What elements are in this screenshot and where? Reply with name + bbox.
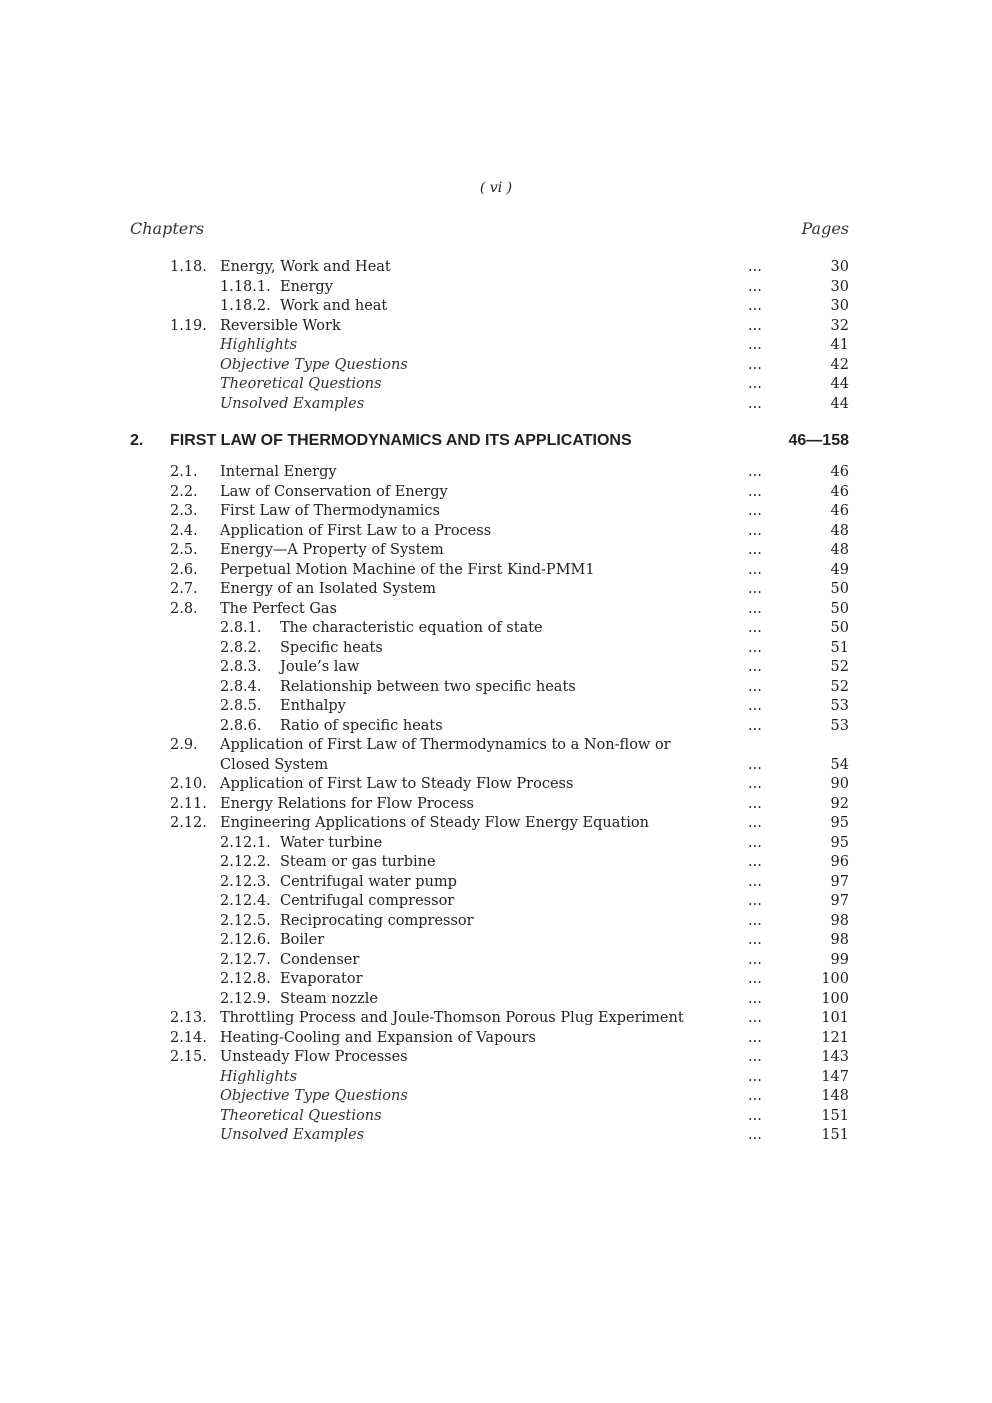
entry-number: 2.3. xyxy=(170,503,198,519)
entry-number: 2.8. xyxy=(170,600,198,617)
toc-entry[interactable] xyxy=(0,463,992,483)
entry-page: 148 xyxy=(821,1088,849,1104)
entry-page: 95 xyxy=(830,815,849,831)
toc-entry[interactable] xyxy=(0,970,992,990)
entry-page: 90 xyxy=(830,776,849,792)
toc-entry[interactable] xyxy=(0,336,992,356)
entry-number: 2.12.3. xyxy=(220,873,271,890)
entry-title: Energy of an Isolated System xyxy=(220,581,437,597)
entry-page: 44 xyxy=(830,395,849,412)
dot-leader: ... xyxy=(748,600,762,617)
chapter-title: FIRST LAW OF THERMODYNAMICS AND ITS APPLICATIONS xyxy=(170,432,632,449)
entry-number: 2.12.5. xyxy=(220,912,271,929)
entry-number: 2.14. xyxy=(170,1029,207,1046)
toc-entry[interactable] xyxy=(0,834,992,854)
entry-title: Unsolved Examples xyxy=(220,1127,365,1143)
entry-page: 50 xyxy=(830,620,849,636)
entry-page: 51 xyxy=(830,639,849,656)
toc-entry[interactable] xyxy=(0,356,992,376)
entry-page: 30 xyxy=(830,298,849,314)
dot-leader: ... xyxy=(748,815,762,831)
dot-leader: ... xyxy=(748,893,762,909)
dot-leader: ... xyxy=(748,698,762,714)
entry-title: Application of First Law to a Process xyxy=(220,522,492,539)
toc-entry[interactable] xyxy=(0,1087,992,1107)
dot-leader: ... xyxy=(748,298,762,314)
entry-page: 30 xyxy=(830,278,849,295)
dot-leader: ... xyxy=(748,659,762,675)
dot-leader: ... xyxy=(748,1010,762,1026)
entry-title: Throttling Process and Joule-Thomson Porous Plug Experiment xyxy=(220,1010,684,1026)
entry-number: 2.8.2. xyxy=(220,639,262,656)
entry-title: Energy, Work and Heat xyxy=(220,259,391,275)
entry-page: 46 xyxy=(830,503,849,519)
entry-title: Ratio of specific heats xyxy=(280,717,443,734)
toc-entry[interactable] xyxy=(0,990,992,1010)
entry-title: Steam nozzle xyxy=(280,990,378,1007)
entry-title: Theoretical Questions xyxy=(220,1107,382,1124)
entry-number: 2.11. xyxy=(170,795,207,812)
toc-entry[interactable] xyxy=(0,736,992,756)
toc-section-chapter-2 xyxy=(0,463,992,1146)
dot-leader: ... xyxy=(748,990,762,1007)
dot-leader: ... xyxy=(748,834,762,851)
entry-number: 1.18. xyxy=(170,259,207,275)
toc-entry[interactable] xyxy=(0,580,992,600)
dot-leader: ... xyxy=(748,259,762,275)
dot-leader: ... xyxy=(748,561,762,578)
entry-title: Perpetual Motion Machine of the First Kind-PMM1 xyxy=(220,561,595,578)
entry-title: Boiler xyxy=(280,932,325,948)
entry-page: 46 xyxy=(830,483,849,500)
entry-title: Closed System xyxy=(220,756,329,773)
dot-leader: ... xyxy=(748,337,762,353)
toc-entry[interactable] xyxy=(0,561,992,581)
dot-leader: ... xyxy=(748,932,762,948)
chapter-number: 2. xyxy=(130,432,144,449)
entry-page: 100 xyxy=(821,971,849,987)
toc-entry[interactable] xyxy=(0,756,992,776)
dot-leader: ... xyxy=(748,1049,762,1065)
toc-entry[interactable] xyxy=(0,502,992,522)
entry-number: 2.4. xyxy=(170,522,198,539)
toc-entry[interactable] xyxy=(0,1048,992,1068)
entry-number: 2.12.2. xyxy=(220,854,271,870)
dot-leader: ... xyxy=(748,581,762,597)
toc-entry[interactable] xyxy=(0,931,992,951)
entry-page: 46 xyxy=(830,464,849,480)
entry-number: 2.7. xyxy=(170,581,198,597)
chapter-page-range: 46—158 xyxy=(788,432,849,449)
entry-page: 48 xyxy=(830,542,849,558)
toc-entry[interactable] xyxy=(0,853,992,873)
entry-title: Energy—A Property of System xyxy=(220,542,444,558)
entry-page: 52 xyxy=(830,678,849,695)
entry-page: 53 xyxy=(830,717,849,734)
entry-page: 143 xyxy=(821,1049,849,1065)
entry-page: 97 xyxy=(830,893,849,909)
dot-leader: ... xyxy=(748,620,762,636)
entry-number: 2.13. xyxy=(170,1010,207,1026)
toc-entry[interactable] xyxy=(0,619,992,639)
entry-page: 54 xyxy=(830,756,849,773)
toc-entry[interactable] xyxy=(0,541,992,561)
dot-leader: ... xyxy=(748,522,762,539)
toc-entry[interactable] xyxy=(0,297,992,317)
entry-page: 53 xyxy=(830,698,849,714)
toc-entry[interactable] xyxy=(0,678,992,698)
entry-number: 2.12.7. xyxy=(220,951,271,968)
entry-title: Heating-Cooling and Expansion of Vapours xyxy=(220,1029,536,1046)
entry-title: Reversible Work xyxy=(220,317,341,334)
entry-number: 1.18.2. xyxy=(220,298,271,314)
toc-entry[interactable] xyxy=(0,639,992,659)
toc-entry[interactable] xyxy=(0,1068,992,1088)
toc-section-chapter-1-continued xyxy=(0,258,992,414)
dot-leader: ... xyxy=(748,873,762,890)
entry-title: Centrifugal water pump xyxy=(280,873,457,890)
toc-entry[interactable] xyxy=(0,912,992,932)
entry-page: 147 xyxy=(821,1068,849,1085)
toc-entry[interactable] xyxy=(0,775,992,795)
entry-page: 101 xyxy=(821,1010,849,1026)
entry-number: 2.9. xyxy=(170,737,198,753)
entry-number: 2.12.6. xyxy=(220,932,271,948)
entry-number: 2.8.1. xyxy=(220,620,262,636)
toc-entry[interactable] xyxy=(0,317,992,337)
toc-entry[interactable] xyxy=(0,483,992,503)
entry-page: 30 xyxy=(830,259,849,275)
dot-leader: ... xyxy=(748,464,762,480)
entry-number: 2.8.4. xyxy=(220,678,262,695)
toc-entry[interactable] xyxy=(0,395,992,415)
dot-leader: ... xyxy=(748,678,762,695)
dot-leader: ... xyxy=(748,854,762,870)
entry-page: 50 xyxy=(830,581,849,597)
toc-entry[interactable] xyxy=(0,522,992,542)
toc-entry[interactable] xyxy=(0,258,992,278)
entry-title: Engineering Applications of Steady Flow Energy Equation xyxy=(220,815,649,831)
dot-leader: ... xyxy=(748,278,762,295)
entry-number: 2.12.1. xyxy=(220,834,271,851)
entry-page: 98 xyxy=(830,912,849,929)
entry-number: 2.8.3. xyxy=(220,659,262,675)
entry-number: 2.15. xyxy=(170,1049,207,1065)
entry-page: 99 xyxy=(830,951,849,968)
entry-number: 2.12.8. xyxy=(220,971,271,987)
toc-entry[interactable] xyxy=(0,873,992,893)
entry-page: 49 xyxy=(830,561,849,578)
entry-page: 92 xyxy=(830,795,849,812)
entry-title: Objective Type Questions xyxy=(220,356,408,373)
entry-title: Condenser xyxy=(280,951,360,968)
entry-page: 121 xyxy=(821,1029,849,1046)
dot-leader: ... xyxy=(748,639,762,656)
entry-title: Enthalpy xyxy=(280,698,346,714)
pages-column-header: Pages xyxy=(801,219,849,238)
entry-number: 2.10. xyxy=(170,776,207,792)
entry-title: Centrifugal compressor xyxy=(280,893,455,909)
entry-title: Internal Energy xyxy=(220,464,337,480)
entry-number: 1.19. xyxy=(170,317,207,334)
entry-title: Steam or gas turbine xyxy=(280,854,436,870)
entry-page: 41 xyxy=(830,337,849,353)
dot-leader: ... xyxy=(748,951,762,968)
entry-title: Reciprocating compressor xyxy=(280,912,474,929)
entry-title: Highlights xyxy=(220,337,298,353)
dot-leader: ... xyxy=(748,717,762,734)
entry-page: 48 xyxy=(830,522,849,539)
entry-title: Law of Conservation of Energy xyxy=(220,483,448,500)
toc-entry[interactable] xyxy=(0,1009,992,1029)
dot-leader: ... xyxy=(748,1127,762,1143)
entry-title: Energy xyxy=(280,278,333,295)
entry-page: 100 xyxy=(821,990,849,1007)
entry-page: 98 xyxy=(830,932,849,948)
entry-title: The Perfect Gas xyxy=(220,600,337,617)
entry-title: Evaporator xyxy=(280,971,363,987)
entry-page: 151 xyxy=(821,1127,849,1143)
entry-page: 52 xyxy=(830,659,849,675)
entry-number: 2.12. xyxy=(170,815,207,831)
dot-leader: ... xyxy=(748,317,762,334)
entry-title: First Law of Thermodynamics xyxy=(220,503,440,519)
dot-leader: ... xyxy=(748,356,762,373)
toc-entry[interactable] xyxy=(0,600,992,620)
toc-entry[interactable] xyxy=(0,814,992,834)
entry-number: 2.8.6. xyxy=(220,717,262,734)
entry-page: 95 xyxy=(830,834,849,851)
dot-leader: ... xyxy=(748,795,762,812)
dot-leader: ... xyxy=(748,376,762,392)
dot-leader: ... xyxy=(748,756,762,773)
dot-leader: ... xyxy=(748,776,762,792)
entry-title: Energy Relations for Flow Process xyxy=(220,795,474,812)
entry-title: Specific heats xyxy=(280,639,383,656)
toc-entry[interactable] xyxy=(0,892,992,912)
dot-leader: ... xyxy=(748,483,762,500)
toc-entry[interactable] xyxy=(0,278,992,298)
toc-entry[interactable] xyxy=(0,951,992,971)
chapter-heading[interactable] xyxy=(0,427,992,463)
entry-title: Application of First Law to Steady Flow Process xyxy=(220,776,574,792)
dot-leader: ... xyxy=(748,1029,762,1046)
entry-number: 2.5. xyxy=(170,542,198,558)
entry-page: 50 xyxy=(830,600,849,617)
entry-page: 97 xyxy=(830,873,849,890)
dot-leader: ... xyxy=(748,542,762,558)
entry-page: 96 xyxy=(830,854,849,870)
toc-entry[interactable] xyxy=(0,1126,992,1146)
entry-title: Objective Type Questions xyxy=(220,1088,408,1104)
dot-leader: ... xyxy=(748,1088,762,1104)
entry-title: Water turbine xyxy=(280,834,383,851)
toc-entry[interactable] xyxy=(0,697,992,717)
toc-entry[interactable] xyxy=(0,1107,992,1127)
entry-number: 2.1. xyxy=(170,464,198,480)
entry-page: 42 xyxy=(830,356,849,373)
entry-page: 44 xyxy=(830,376,849,392)
entry-title: Theoretical Questions xyxy=(220,376,382,392)
entry-number: 2.8.5. xyxy=(220,698,262,714)
chapters-column-header: Chapters xyxy=(130,219,205,238)
entry-title: Work and heat xyxy=(280,298,388,314)
toc-entry[interactable] xyxy=(0,658,992,678)
toc-entry[interactable] xyxy=(0,795,992,815)
page-number: ( vi ) xyxy=(479,180,513,196)
dot-leader: ... xyxy=(748,912,762,929)
dot-leader: ... xyxy=(748,395,762,412)
toc-entry[interactable] xyxy=(0,1029,992,1049)
toc-entry[interactable] xyxy=(0,375,992,395)
entry-number: 2.12.9. xyxy=(220,990,271,1007)
entry-title: Application of First Law of Thermodynamics to a Non-flow or xyxy=(220,737,671,753)
entry-number: 2.2. xyxy=(170,483,198,500)
entry-title: Joule’s law xyxy=(280,659,360,675)
entry-title: Unsteady Flow Processes xyxy=(220,1049,408,1065)
table-of-contents xyxy=(0,258,992,1146)
entry-page: 32 xyxy=(830,317,849,334)
entry-title: Unsolved Examples xyxy=(220,395,365,412)
dot-leader: ... xyxy=(748,1068,762,1085)
entry-title: Relationship between two specific heats xyxy=(280,678,576,695)
entry-number: 1.18.1. xyxy=(220,278,271,295)
entry-number: 2.12.4. xyxy=(220,893,271,909)
entry-title: Highlights xyxy=(220,1068,298,1085)
entry-title: The characteristic equation of state xyxy=(280,620,543,636)
dot-leader: ... xyxy=(748,503,762,519)
entry-page: 151 xyxy=(821,1107,849,1124)
toc-entry[interactable] xyxy=(0,717,992,737)
dot-leader: ... xyxy=(748,971,762,987)
entry-number: 2.6. xyxy=(170,561,198,578)
dot-leader: ... xyxy=(748,1107,762,1124)
